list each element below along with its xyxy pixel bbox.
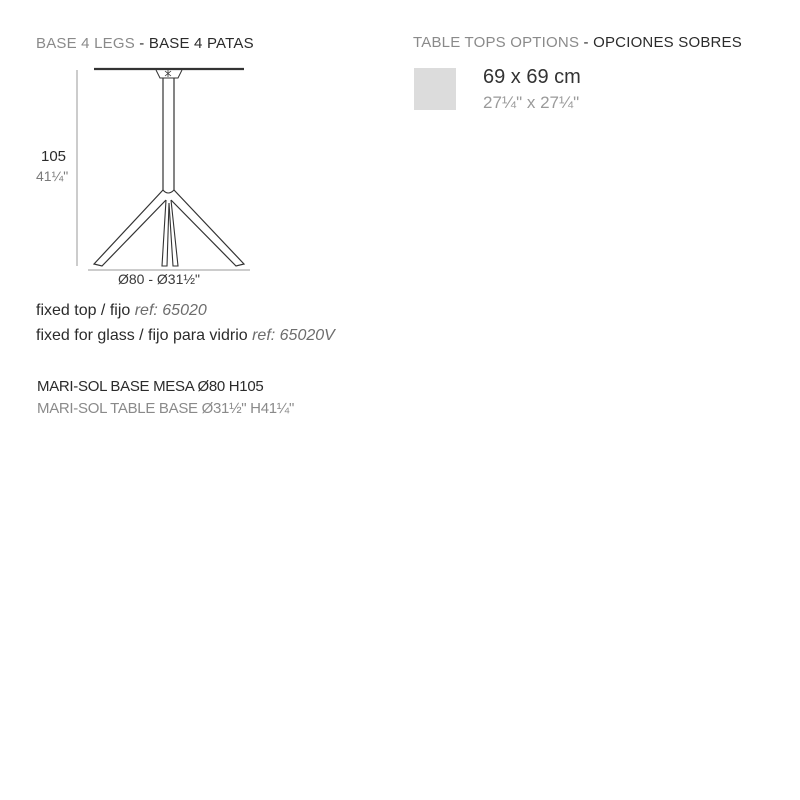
title-separator: -: [579, 34, 594, 51]
top-size-cm: 69 x 69 cm: [483, 66, 581, 88]
column: [163, 78, 174, 190]
tops-section-title: [413, 34, 742, 51]
leg-front-right: [169, 200, 178, 266]
top-size-in: 27¼" x 27¼": [483, 93, 580, 112]
height-inch-label: 41¼": [36, 168, 69, 184]
width-label: Ø80 - Ø31½": [118, 271, 201, 287]
variant-fixed-top: [36, 302, 207, 320]
base-title-en: BASE 4 LEGS: [36, 35, 135, 52]
variant-ref: ref: 65020: [134, 302, 207, 319]
leg-front-left: [162, 200, 169, 266]
variant-label: fixed for glass / fijo para vidrio: [36, 327, 253, 344]
tops-title-es: OPCIONES SOBRES: [593, 34, 742, 51]
leg-right: [171, 190, 244, 266]
variant-label: fixed top / fijo: [36, 302, 135, 319]
table-top-swatch: [414, 68, 456, 110]
base-section-title: [36, 35, 254, 52]
base-title-es: BASE 4 PATAS: [148, 35, 254, 52]
leg-left: [94, 190, 166, 266]
variant-ref: ref: 65020V: [252, 327, 335, 344]
product-name-es: MARI-SOL BASE MESA Ø80 H105: [37, 378, 264, 395]
product-name-en: MARI-SOL TABLE BASE Ø31½" H41¼": [37, 400, 295, 417]
variant-fixed-glass: [36, 327, 335, 345]
title-separator: -: [134, 35, 149, 52]
tops-title-en: TABLE TOPS OPTIONS: [413, 34, 580, 51]
column-joint: [163, 190, 174, 193]
height-cm-label: 105: [41, 148, 67, 165]
top-hinge: [165, 70, 171, 77]
